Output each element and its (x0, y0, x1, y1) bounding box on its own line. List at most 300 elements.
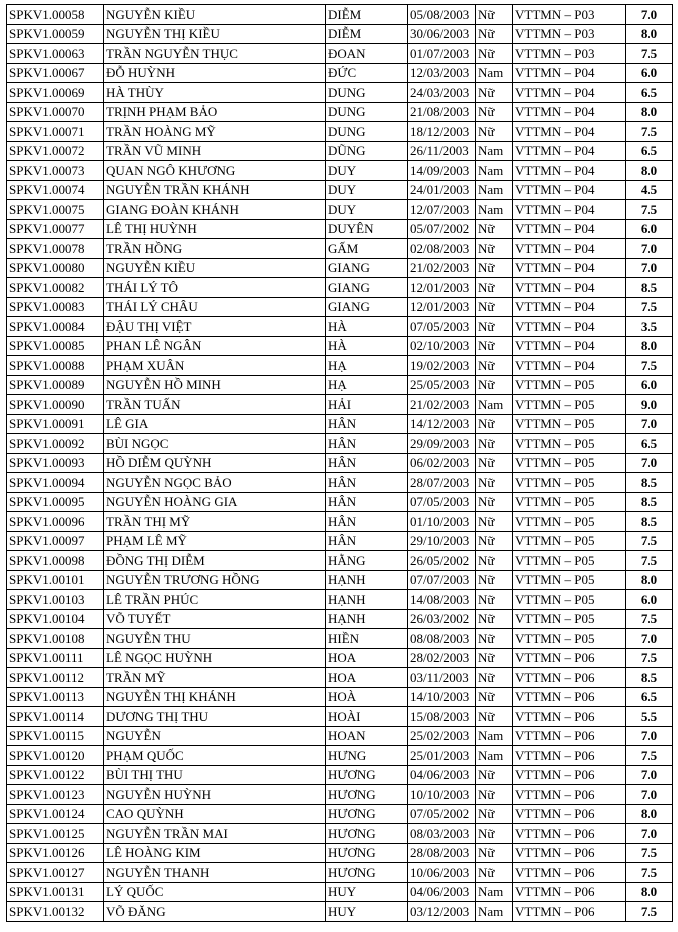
table-row (7, 531, 673, 551)
student-id-cell: SPKV1.00115 (7, 726, 104, 746)
given-name-cell: HẠNH (326, 609, 408, 629)
student-id-cell: SPKV1.00114 (7, 707, 104, 727)
birth-date-cell: 07/07/2003 (408, 570, 476, 590)
student-id-cell: SPKV1.00082 (7, 278, 104, 298)
family-middle-name-cell: NGUYỄN HỒ MINH (104, 375, 326, 395)
birth-date-cell: 29/09/2003 (408, 434, 476, 454)
student-id-cell: SPKV1.00120 (7, 746, 104, 766)
gender-cell: Nữ (476, 434, 513, 454)
student-id-cell: SPKV1.00078 (7, 239, 104, 259)
table-row (7, 882, 673, 902)
family-middle-name-cell: PHẠM QUỐC (104, 746, 326, 766)
table-row (7, 395, 673, 415)
room-cell: VTTMN – P05 (513, 609, 626, 629)
student-id-cell: SPKV1.00084 (7, 317, 104, 337)
room-cell: VTTMN – P05 (513, 512, 626, 532)
family-middle-name-cell: ĐỖ HUỲNH (104, 63, 326, 83)
table-row (7, 83, 673, 103)
table-row (7, 668, 673, 688)
room-cell: VTTMN – P06 (513, 707, 626, 727)
score-cell: 6.0 (626, 590, 673, 610)
birth-date-cell: 14/10/2003 (408, 687, 476, 707)
score-cell: 6.0 (626, 219, 673, 239)
given-name-cell: DUY (326, 200, 408, 220)
student-id-cell: SPKV1.00126 (7, 843, 104, 863)
score-cell: 8.0 (626, 102, 673, 122)
given-name-cell: HƯƠNG (326, 785, 408, 805)
score-cell: 6.5 (626, 83, 673, 103)
score-cell: 6.0 (626, 63, 673, 83)
table-row (7, 902, 673, 922)
score-cell: 7.5 (626, 551, 673, 571)
birth-date-cell: 26/05/2002 (408, 551, 476, 571)
score-cell: 8.0 (626, 804, 673, 824)
family-middle-name-cell: VÕ TUYẾT (104, 609, 326, 629)
gender-cell: Nữ (476, 687, 513, 707)
given-name-cell: HẰNG (326, 551, 408, 571)
family-middle-name-cell: TRẦN TUẤN (104, 395, 326, 415)
room-cell: VTTMN – P06 (513, 843, 626, 863)
birth-date-cell: 25/01/2003 (408, 746, 476, 766)
room-cell: VTTMN – P04 (513, 63, 626, 83)
family-middle-name-cell: LÊ GIA (104, 414, 326, 434)
student-score-table (6, 4, 673, 922)
gender-cell: Nữ (476, 219, 513, 239)
student-id-cell: SPKV1.00092 (7, 434, 104, 454)
given-name-cell: HƯƠNG (326, 843, 408, 863)
given-name-cell: HƯNG (326, 746, 408, 766)
family-middle-name-cell: TRẦN MỸ (104, 668, 326, 688)
room-cell: VTTMN – P04 (513, 102, 626, 122)
score-cell: 5.5 (626, 707, 673, 727)
gender-cell: Nữ (476, 278, 513, 298)
score-cell: 8.0 (626, 570, 673, 590)
gender-cell: Nữ (476, 531, 513, 551)
family-middle-name-cell: TRẦN HOÀNG MỸ (104, 122, 326, 142)
given-name-cell: HÂN (326, 473, 408, 493)
table-row (7, 239, 673, 259)
birth-date-cell: 28/07/2003 (408, 473, 476, 493)
gender-cell: Nam (476, 180, 513, 200)
student-id-cell: SPKV1.00077 (7, 219, 104, 239)
birth-date-cell: 04/06/2003 (408, 765, 476, 785)
family-middle-name-cell: GIANG ĐOÀN KHÁNH (104, 200, 326, 220)
student-id-cell: SPKV1.00097 (7, 531, 104, 551)
family-middle-name-cell: CAO QUỲNH (104, 804, 326, 824)
table-row (7, 765, 673, 785)
student-id-cell: SPKV1.00095 (7, 492, 104, 512)
table-row (7, 570, 673, 590)
given-name-cell: HÀ (326, 336, 408, 356)
score-cell: 7.0 (626, 5, 673, 25)
gender-cell: Nữ (476, 473, 513, 493)
given-name-cell: HÂN (326, 414, 408, 434)
room-cell: VTTMN – P04 (513, 297, 626, 317)
room-cell: VTTMN – P05 (513, 473, 626, 493)
gender-cell: Nam (476, 882, 513, 902)
given-name-cell: HOÀI (326, 707, 408, 727)
table-row (7, 512, 673, 532)
score-cell: 7.0 (626, 629, 673, 649)
gender-cell: Nữ (476, 863, 513, 883)
gender-cell: Nam (476, 746, 513, 766)
gender-cell: Nữ (476, 453, 513, 473)
student-id-cell: SPKV1.00058 (7, 5, 104, 25)
birth-date-cell: 03/11/2003 (408, 668, 476, 688)
given-name-cell: DUY (326, 161, 408, 181)
birth-date-cell: 02/10/2003 (408, 336, 476, 356)
table-row (7, 804, 673, 824)
table-row (7, 180, 673, 200)
student-id-cell: SPKV1.00125 (7, 824, 104, 844)
given-name-cell: GIANG (326, 258, 408, 278)
birth-date-cell: 01/10/2003 (408, 512, 476, 532)
table-row (7, 336, 673, 356)
room-cell: VTTMN – P03 (513, 24, 626, 44)
family-middle-name-cell: ĐỒNG THỊ DIỄM (104, 551, 326, 571)
student-id-cell: SPKV1.00123 (7, 785, 104, 805)
student-id-cell: SPKV1.00108 (7, 629, 104, 649)
table-row (7, 551, 673, 571)
family-middle-name-cell: QUAN NGÔ KHƯƠNG (104, 161, 326, 181)
family-middle-name-cell: PHẠM XUÂN (104, 356, 326, 376)
gender-cell: Nữ (476, 765, 513, 785)
gender-cell: Nữ (476, 336, 513, 356)
score-cell: 7.5 (626, 902, 673, 922)
gender-cell: Nam (476, 902, 513, 922)
family-middle-name-cell: ĐẬU THỊ VIỆT (104, 317, 326, 337)
table-row (7, 356, 673, 376)
family-middle-name-cell: NGUYỄN THỊ KIỀU (104, 24, 326, 44)
gender-cell: Nữ (476, 414, 513, 434)
room-cell: VTTMN – P05 (513, 414, 626, 434)
room-cell: VTTMN – P06 (513, 648, 626, 668)
gender-cell: Nữ (476, 375, 513, 395)
room-cell: VTTMN – P05 (513, 551, 626, 571)
room-cell: VTTMN – P04 (513, 141, 626, 161)
birth-date-cell: 14/08/2003 (408, 590, 476, 610)
family-middle-name-cell: NGUYỄN TRƯƠNG HỒNG (104, 570, 326, 590)
score-cell: 7.0 (626, 414, 673, 434)
birth-date-cell: 12/01/2003 (408, 278, 476, 298)
student-id-cell: SPKV1.00071 (7, 122, 104, 142)
gender-cell: Nữ (476, 648, 513, 668)
score-cell: 8.5 (626, 278, 673, 298)
given-name-cell: DIỄM (326, 24, 408, 44)
given-name-cell: DUYÊN (326, 219, 408, 239)
birth-date-cell: 04/06/2003 (408, 882, 476, 902)
score-cell: 7.0 (626, 785, 673, 805)
family-middle-name-cell: TRẦN THỊ MỸ (104, 512, 326, 532)
family-middle-name-cell: NGUYỄN KIỀU (104, 5, 326, 25)
birth-date-cell: 21/02/2003 (408, 395, 476, 415)
student-id-cell: SPKV1.00124 (7, 804, 104, 824)
birth-date-cell: 07/05/2003 (408, 317, 476, 337)
room-cell: VTTMN – P04 (513, 200, 626, 220)
gender-cell: Nữ (476, 317, 513, 337)
table-row (7, 707, 673, 727)
gender-cell: Nữ (476, 629, 513, 649)
family-middle-name-cell: THÁI LÝ CHÂU (104, 297, 326, 317)
room-cell: VTTMN – P05 (513, 395, 626, 415)
family-middle-name-cell: LÊ NGỌC HUỲNH (104, 648, 326, 668)
student-id-cell: SPKV1.00098 (7, 551, 104, 571)
score-cell: 7.0 (626, 765, 673, 785)
room-cell: VTTMN – P04 (513, 258, 626, 278)
room-cell: VTTMN – P06 (513, 765, 626, 785)
given-name-cell: HƯƠNG (326, 804, 408, 824)
family-middle-name-cell: NGUYỄN THANH (104, 863, 326, 883)
birth-date-cell: 24/03/2003 (408, 83, 476, 103)
gender-cell: Nữ (476, 785, 513, 805)
family-middle-name-cell: LÊ HOÀNG KIM (104, 843, 326, 863)
room-cell: VTTMN – P06 (513, 726, 626, 746)
student-id-cell: SPKV1.00080 (7, 258, 104, 278)
student-id-cell: SPKV1.00132 (7, 902, 104, 922)
birth-date-cell: 19/02/2003 (408, 356, 476, 376)
birth-date-cell: 21/08/2003 (408, 102, 476, 122)
given-name-cell: DUNG (326, 83, 408, 103)
score-cell: 8.5 (626, 512, 673, 532)
given-name-cell: DUY (326, 180, 408, 200)
birth-date-cell: 06/02/2003 (408, 453, 476, 473)
given-name-cell: GẤM (326, 239, 408, 259)
student-id-cell: SPKV1.00122 (7, 765, 104, 785)
gender-cell: Nữ (476, 512, 513, 532)
family-middle-name-cell: THÁI LÝ TÔ (104, 278, 326, 298)
table-row (7, 63, 673, 83)
family-middle-name-cell: BÙI THỊ THU (104, 765, 326, 785)
room-cell: VTTMN – P04 (513, 180, 626, 200)
table-row (7, 609, 673, 629)
room-cell: VTTMN – P06 (513, 746, 626, 766)
family-middle-name-cell: NGUYỄN TRẦN MAI (104, 824, 326, 844)
score-cell: 6.5 (626, 687, 673, 707)
birth-date-cell: 01/07/2003 (408, 44, 476, 64)
table-row (7, 687, 673, 707)
score-cell: 7.5 (626, 648, 673, 668)
given-name-cell: HÂN (326, 531, 408, 551)
gender-cell: Nam (476, 161, 513, 181)
student-id-cell: SPKV1.00063 (7, 44, 104, 64)
room-cell: VTTMN – P03 (513, 5, 626, 25)
birth-date-cell: 07/05/2002 (408, 804, 476, 824)
table-row (7, 492, 673, 512)
student-id-cell: SPKV1.00090 (7, 395, 104, 415)
birth-date-cell: 18/12/2003 (408, 122, 476, 142)
gender-cell: Nữ (476, 258, 513, 278)
student-id-cell: SPKV1.00113 (7, 687, 104, 707)
gender-cell: Nữ (476, 44, 513, 64)
birth-date-cell: 21/02/2003 (408, 258, 476, 278)
student-id-cell: SPKV1.00083 (7, 297, 104, 317)
room-cell: VTTMN – P04 (513, 122, 626, 142)
student-id-cell: SPKV1.00074 (7, 180, 104, 200)
score-cell: 3.5 (626, 317, 673, 337)
birth-date-cell: 26/11/2003 (408, 141, 476, 161)
gender-cell: Nữ (476, 843, 513, 863)
family-middle-name-cell: LÊ THỊ HUỲNH (104, 219, 326, 239)
score-cell: 7.0 (626, 824, 673, 844)
table-row (7, 278, 673, 298)
given-name-cell: HIỀN (326, 629, 408, 649)
room-cell: VTTMN – P06 (513, 824, 626, 844)
student-id-cell: SPKV1.00089 (7, 375, 104, 395)
room-cell: VTTMN – P06 (513, 882, 626, 902)
table-row (7, 297, 673, 317)
room-cell: VTTMN – P06 (513, 668, 626, 688)
gender-cell: Nam (476, 726, 513, 746)
score-cell: 7.0 (626, 239, 673, 259)
family-middle-name-cell: TRẦN HỒNG (104, 239, 326, 259)
room-cell: VTTMN – P04 (513, 83, 626, 103)
birth-date-cell: 05/08/2003 (408, 5, 476, 25)
table-row (7, 102, 673, 122)
given-name-cell: DUNG (326, 122, 408, 142)
student-id-cell: SPKV1.00085 (7, 336, 104, 356)
score-cell: 7.5 (626, 297, 673, 317)
given-name-cell: ĐOAN (326, 44, 408, 64)
score-cell: 7.5 (626, 863, 673, 883)
table-body (7, 5, 673, 922)
score-cell: 7.5 (626, 44, 673, 64)
room-cell: VTTMN – P05 (513, 453, 626, 473)
given-name-cell: DŨNG (326, 141, 408, 161)
gender-cell: Nữ (476, 102, 513, 122)
room-cell: VTTMN – P05 (513, 570, 626, 590)
score-cell: 7.0 (626, 453, 673, 473)
room-cell: VTTMN – P05 (513, 375, 626, 395)
family-middle-name-cell: TRỊNH PHẠM BẢO (104, 102, 326, 122)
birth-date-cell: 12/07/2003 (408, 200, 476, 220)
birth-date-cell: 25/02/2003 (408, 726, 476, 746)
table-row (7, 44, 673, 64)
given-name-cell: HẢI (326, 395, 408, 415)
table-row (7, 5, 673, 25)
table-row (7, 24, 673, 44)
family-middle-name-cell: NGUYỄN (104, 726, 326, 746)
gender-cell: Nữ (476, 492, 513, 512)
family-middle-name-cell: HỒ DIỄM QUỲNH (104, 453, 326, 473)
score-cell: 7.0 (626, 726, 673, 746)
score-cell: 7.5 (626, 356, 673, 376)
room-cell: VTTMN – P05 (513, 492, 626, 512)
family-middle-name-cell: PHẠM LÊ MỸ (104, 531, 326, 551)
birth-date-cell: 25/05/2003 (408, 375, 476, 395)
birth-date-cell: 07/05/2003 (408, 492, 476, 512)
student-id-cell: SPKV1.00070 (7, 102, 104, 122)
table-row (7, 258, 673, 278)
student-id-cell: SPKV1.00096 (7, 512, 104, 532)
table-row (7, 629, 673, 649)
student-id-cell: SPKV1.00088 (7, 356, 104, 376)
table-row (7, 785, 673, 805)
gender-cell: Nữ (476, 609, 513, 629)
score-cell: 8.5 (626, 473, 673, 493)
score-cell: 6.0 (626, 375, 673, 395)
gender-cell: Nữ (476, 707, 513, 727)
room-cell: VTTMN – P06 (513, 687, 626, 707)
student-id-cell: SPKV1.00111 (7, 648, 104, 668)
table-row (7, 375, 673, 395)
student-id-cell: SPKV1.00093 (7, 453, 104, 473)
birth-date-cell: 24/01/2003 (408, 180, 476, 200)
room-cell: VTTMN – P03 (513, 44, 626, 64)
family-middle-name-cell: DƯƠNG THỊ THU (104, 707, 326, 727)
score-cell: 7.5 (626, 122, 673, 142)
score-cell: 8.0 (626, 336, 673, 356)
table-row (7, 863, 673, 883)
given-name-cell: HƯƠNG (326, 824, 408, 844)
room-cell: VTTMN – P05 (513, 531, 626, 551)
birth-date-cell: 28/08/2003 (408, 843, 476, 863)
student-id-cell: SPKV1.00112 (7, 668, 104, 688)
family-middle-name-cell: LÝ QUỐC (104, 882, 326, 902)
family-middle-name-cell: NGUYỄN TRẦN KHÁNH (104, 180, 326, 200)
student-id-cell: SPKV1.00094 (7, 473, 104, 493)
gender-cell: Nam (476, 63, 513, 83)
score-cell: 8.5 (626, 668, 673, 688)
room-cell: VTTMN – P04 (513, 278, 626, 298)
gender-cell: Nữ (476, 668, 513, 688)
student-id-cell: SPKV1.00075 (7, 200, 104, 220)
table-row (7, 434, 673, 454)
room-cell: VTTMN – P05 (513, 434, 626, 454)
given-name-cell: ĐỨC (326, 63, 408, 83)
family-middle-name-cell: PHAN LÊ NGÂN (104, 336, 326, 356)
given-name-cell: GIANG (326, 278, 408, 298)
table-row (7, 590, 673, 610)
gender-cell: Nữ (476, 297, 513, 317)
student-id-cell: SPKV1.00101 (7, 570, 104, 590)
given-name-cell: HẠ (326, 375, 408, 395)
family-middle-name-cell: TRẦN VŨ MINH (104, 141, 326, 161)
given-name-cell: HẠNH (326, 570, 408, 590)
score-cell: 7.5 (626, 843, 673, 863)
given-name-cell: HẠ (326, 356, 408, 376)
score-cell: 7.5 (626, 746, 673, 766)
birth-date-cell: 14/12/2003 (408, 414, 476, 434)
table-row (7, 824, 673, 844)
gender-cell: Nam (476, 200, 513, 220)
table-row (7, 648, 673, 668)
room-cell: VTTMN – P04 (513, 356, 626, 376)
birth-date-cell: 02/08/2003 (408, 239, 476, 259)
score-cell: 6.5 (626, 434, 673, 454)
score-cell: 8.5 (626, 492, 673, 512)
student-id-cell: SPKV1.00104 (7, 609, 104, 629)
table-row (7, 161, 673, 181)
birth-date-cell: 10/10/2003 (408, 785, 476, 805)
family-middle-name-cell: VÕ ĐĂNG (104, 902, 326, 922)
birth-date-cell: 28/02/2003 (408, 648, 476, 668)
student-id-cell: SPKV1.00103 (7, 590, 104, 610)
family-middle-name-cell: NGUYỄN NGỌC BẢO (104, 473, 326, 493)
given-name-cell: HÀ (326, 317, 408, 337)
birth-date-cell: 15/08/2003 (408, 707, 476, 727)
given-name-cell: HUY (326, 902, 408, 922)
birth-date-cell: 08/08/2003 (408, 629, 476, 649)
room-cell: VTTMN – P04 (513, 219, 626, 239)
birth-date-cell: 12/03/2003 (408, 63, 476, 83)
table-row (7, 746, 673, 766)
table-row (7, 219, 673, 239)
given-name-cell: HÂN (326, 434, 408, 454)
student-id-cell: SPKV1.00059 (7, 24, 104, 44)
room-cell: VTTMN – P04 (513, 317, 626, 337)
score-cell: 7.5 (626, 531, 673, 551)
table-row (7, 141, 673, 161)
